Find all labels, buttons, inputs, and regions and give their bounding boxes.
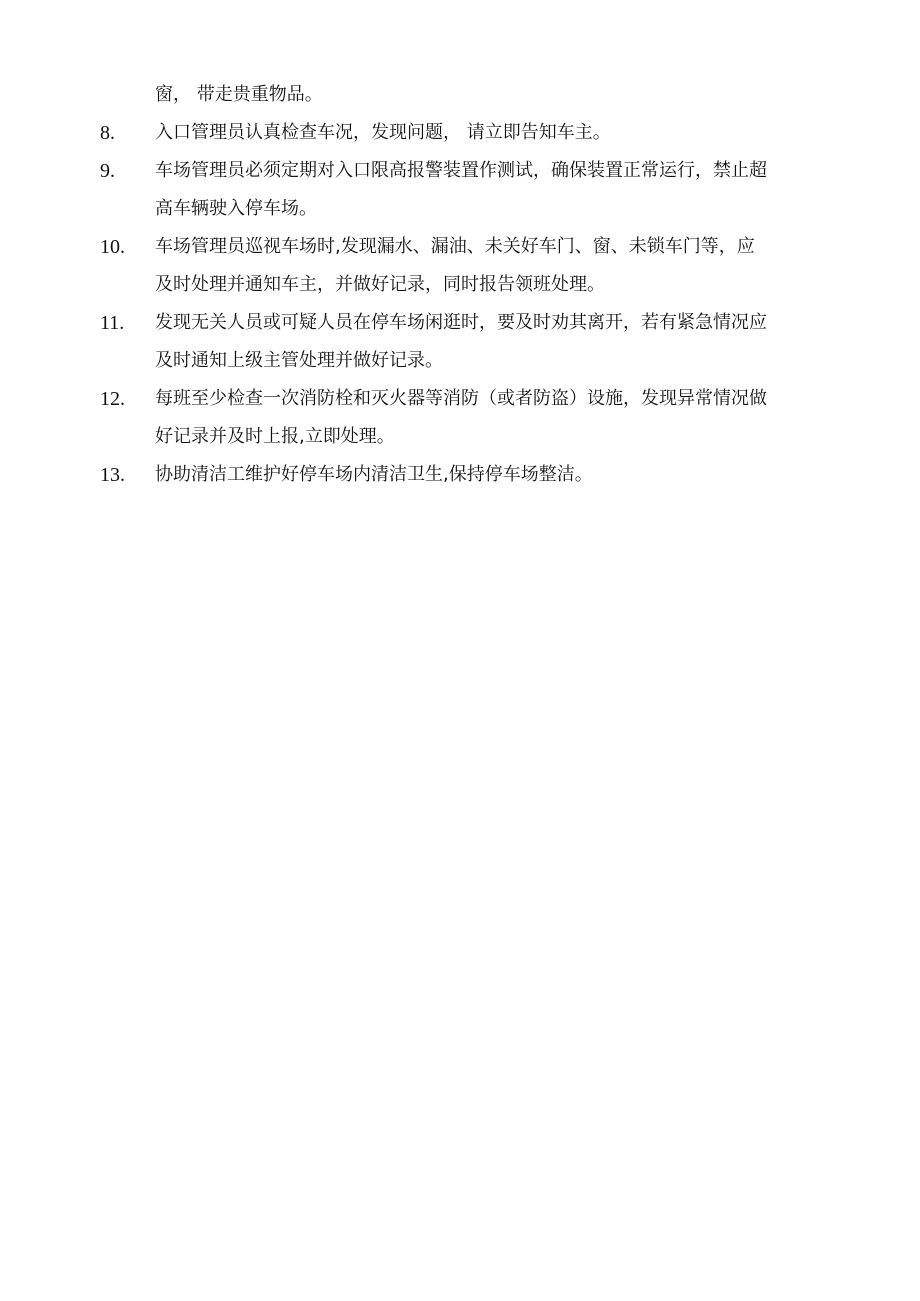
continuation-text: 窗， 带走贵重物品。 xyxy=(155,84,323,105)
list-item xyxy=(0,114,920,152)
item-text-line: 协助清洁工维护好停车场内清洁卫生,保持停车场整洁。 xyxy=(155,464,593,485)
item-text-line: 及时通知上级主管处理并做好记录。 xyxy=(155,350,443,371)
item-number: 13. xyxy=(100,464,125,486)
list-item xyxy=(0,152,920,228)
item-number: 9. xyxy=(100,160,115,182)
item-text-line: 高车辆驶入停车场。 xyxy=(155,198,317,219)
item-text-line: 车场管理员必须定期对入口限高报警装置作测试，确保装置正常运行，禁止超 xyxy=(155,160,767,181)
item-number: 11. xyxy=(100,312,125,334)
item-text-line: 每班至少检查一次消防栓和灭火器等消防（或者防盗）设施，发现异常情况做 xyxy=(155,388,767,409)
item-text-line: 发现无关人员或可疑人员在停车场闲逛时，要及时劝其离开，若有紧急情况应 xyxy=(155,312,767,333)
item-number: 8. xyxy=(100,122,115,144)
item-text-line: 入口管理员认真检查车况，发现问题， 请立即告知车主。 xyxy=(155,122,611,143)
item-number: 12. xyxy=(100,388,125,410)
item-text-line: 车场管理员巡视车场时,发现漏水、漏油、未关好车门、窗、未锁车门等，应 xyxy=(155,236,755,257)
list-item xyxy=(0,456,920,494)
list-item xyxy=(0,380,920,456)
item-text-line: 及时处理并通知车主，并做好记录，同时报告领班处理。 xyxy=(155,274,605,295)
list-item xyxy=(0,228,920,304)
item-text-line: 好记录并及时上报,立即处理。 xyxy=(155,426,395,447)
list-item xyxy=(0,304,920,380)
rules-list xyxy=(0,114,920,494)
item-number: 10. xyxy=(100,236,125,258)
